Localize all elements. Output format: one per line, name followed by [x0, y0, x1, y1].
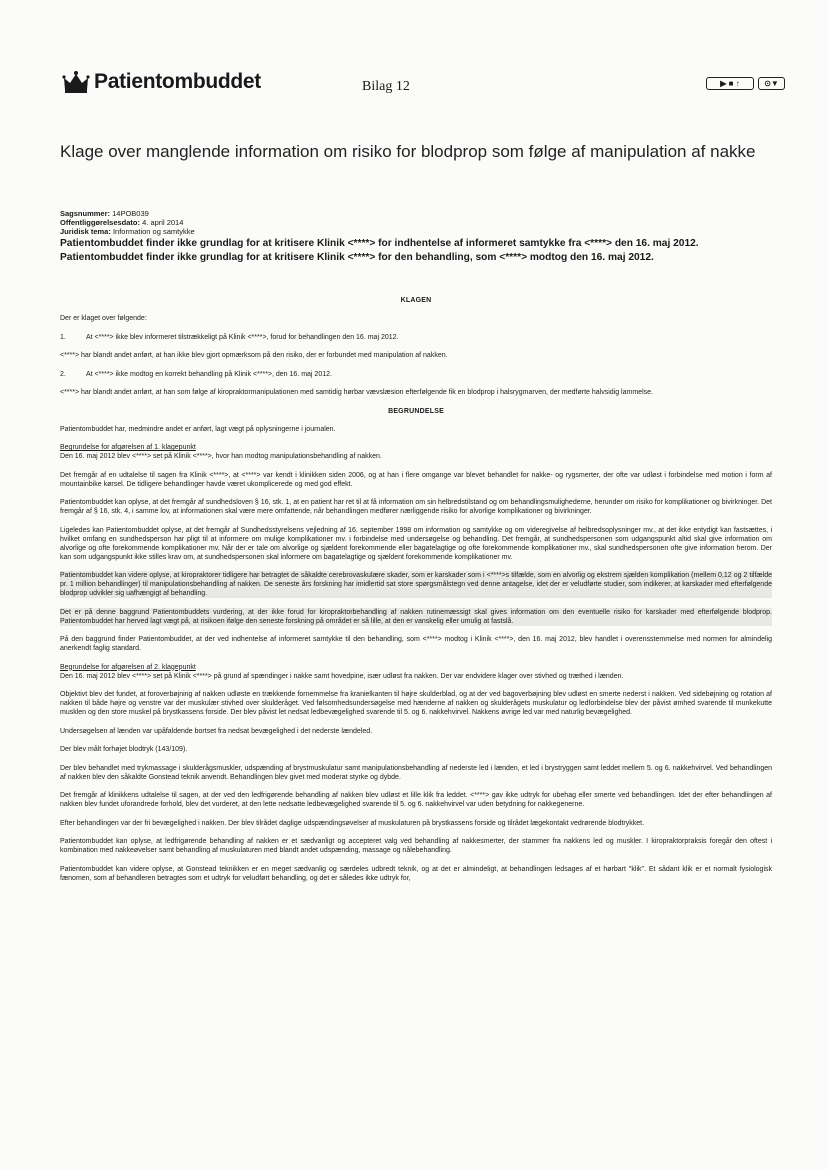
paragraph: På den baggrund finder Patientombuddet, at der ved indhentelse af informeret samtykke til den behandling, som <****> modtog i Klinik <****>, den 16. maj 2012, blev handlet i overensstemmelse med normen for almindelig anerkendt faglig standard.: [60, 636, 772, 652]
complaint-item-2: [60, 370, 772, 379]
page-title: Klage over manglende information om risiko for blodprop som følge af manipulation af nakke: [60, 142, 756, 161]
paragraph: Det fremgår af klinikkens udtalelse til sagen, at der ved den ledfrigørende behandling af nakken blev udløst et lille klik fra leddet. <****> gav ikke udtryk for ubehag eller smerte ved behandlingen. Idet der efter behandlingen af nakken blev fundet uforandrede forhold, blev det vurderet, at den lette nedsatte ledbevægelighed svarende til 5. og 6. nakkehvirvel var uden betydning for nakkegenerne.: [60, 792, 772, 808]
paragraph: Objektivt blev det fundet, at foroverbøjning af nakken udløste en trækkende fornemmelse fra kranielkanten til højre skulderblad, og at der ved bagoverbøjning blev udløst en smerte nederst i nakken. Ved sidebøjning og rotation af nakken til både højre og venstre var der muskulær stivhed over skulderåget. Ved følsomhedsundersøgelse med hænderne af nakken og skulderågets muskulatur og ledforbindelse blev der påvist ømhed svarende til munkekutte musklen og den store muskel på brystkassens forside. Der blev påvist let nedsat ledbevægelighed svarende til 5. og 6. nakkehvirvel. Nakkens øvrige led var med naturlig bevægelighed.: [60, 691, 772, 716]
crown-icon: [62, 70, 90, 94]
paragraph: Der blev behandlet med trykmassage i skulderågsmuskler, udspænding af brystmuskulatur samt manipulationsbehandling af nederste led i lænden, et led i brystryggen samt leddet mellem 5. og 6. nakkehvirvel. Ved behandlingen af nakken blev den såkaldte Gonstead teknik anvendt. Behandlingen blev givet med moderat styrke og dybde.: [60, 764, 772, 781]
item-text: At <****> ikke blev informeret tilstrækkeligt på Klinik <****>, forud for behandlingen den 16. maj 2012.: [86, 333, 399, 341]
sagsnummer-label: Sagsnummer:: [60, 209, 111, 218]
item-number: 1.: [60, 333, 66, 341]
paragraph: <****> har blandt andet anført, at han ikke blev gjort opmærksom på den risiko, der er forbundet med manipulation af nakken.: [60, 352, 448, 359]
nav-button-media[interactable]: ▶ ■ ↑: [706, 77, 754, 90]
paragraph: Der blev målt forhøjet blodtryk (143/109).: [60, 746, 188, 753]
begrundelse-heading: BEGRUNDELSE: [388, 407, 444, 415]
paragraph-highlighted: Det er på denne baggrund Patientombuddets vurdering, at der ikke forud for kiropraktorbehandling af nakken rutinemæssigt skal gives information om den eventuelle risiko for karskader med efterfølgende blodprop. Patientombuddet har herved lagt vægt på, at risikoen ifølge den seneste forskning på området er så lille, at den er vanskelig eller umulig at fastslå.: [60, 608, 772, 625]
case-meta: [60, 209, 195, 236]
dato-value: 4. april 2014: [142, 218, 184, 227]
dato-label: Offentliggørelsesdato:: [60, 218, 141, 227]
paragraph: Patientombuddet kan videre oplyse, at Gonstead teknikken er en meget sædvanlig og særdeles udbredt teknik, og at det er almindeligt, at behandlingen ledsages af et hørbart "klik". Et sådant klik er et normalt fysiologisk fænomen, som af behandleren betragtes som et udtryk for veludført behandling, og det er således ikke udtryk for,: [60, 865, 772, 882]
section-2: [60, 663, 772, 681]
paragraph: Der er klaget over følgende:: [60, 315, 147, 322]
subheading-2: Begrundelse for afgørelsen af 2. klagepunkt: [60, 663, 196, 671]
paragraph: Efter behandlingen var der fri bevægelighed i nakken. Der blev tilrådet daglige udspændingsøvelser af muskulaturen på brystkassens forside og tilrådet lægekontakt vedrørende blodtrykket.: [60, 819, 645, 827]
logo-text: Patientombuddet: [94, 70, 261, 93]
nav-button-menu[interactable]: ⊙▼: [758, 77, 785, 90]
paragraph: <****> har blandt andet anført, at han som følge af kiropraktormanipulationen med samtidig hørbar vævslæsion efterfølgende fik en blodprop i halsrygmarven, der medførte halvsidig lammelse.: [60, 389, 653, 396]
sagsnummer-value: 14POB039: [112, 209, 149, 218]
paragraph: Den 16. maj 2012 blev <****> set på Klinik <****>, hvor han modtog manipulationsbehandling af nakken.: [60, 453, 382, 460]
tema-label: Juridisk tema:: [60, 227, 111, 236]
tema-value: Information og samtykke: [112, 227, 195, 236]
paragraph-highlighted: Patientombuddet kan videre oplyse, at kiropraktorer tidligere har betragtet de såkaldte cerebrovaskulære skader, som er karskader som i <****>s tilfælde, som en alvorlig og ekstrem sjælden komplikation (mellem 0,12 og 2 tilfælde pr. 1 million behandlinger) til manipulationsbehandling af nakken. De seneste års forskning har imidlertid sat store spørgsmålstegn ved denne antagelse, idet der er veludførte studier, som indikerer, at karskader med efterfølgende blodprop udvikler sig uafhængigt af behandling.: [60, 572, 772, 597]
section-1: [60, 443, 772, 461]
paragraph: Undersøgelsen af lænden var upåfaldende bortset fra nedsat bevægelighed i det nederste lændeled.: [60, 727, 373, 735]
paragraph: Patientombuddet kan oplyse, at det fremgår af sundhedsloven § 16, stk. 1, at en patient har ret til at få information om sin helbredstilstand og om behandlingsmulighederne, herunder om risiko for komplikationer og bivirkninger. Det fremgår af § 16, stk. 4, i samme lov, at informationen skal være mere omfattende, når behandlingen medfører nærliggende risiko for alvorlige komplikationer og bivirkninger.: [60, 499, 772, 515]
logo: [62, 70, 261, 94]
complaint-item-1: [60, 333, 772, 342]
klagen-heading: KLAGEN: [400, 297, 432, 304]
paragraph: Den 16. maj 2012 blev <****> set på Klinik <****> på grund af spændinger i nakke samt hovedpine, især udløst fra nakken. Der var endvidere klager over stivhed og træthed i lænden.: [60, 672, 624, 680]
bilag-label: Bilag 12: [362, 79, 410, 94]
paragraph: Patientombuddet kan oplyse, at ledfrigørende behandling af nakken er et sædvanligt og accepteret valg ved behandling af nakkesmerter, der stammer fra nakkens led og muskler. I kiropraktorpraksis foregår den oftest i kombination med nakkeøvelser samt behandling af muskulaturen med blandt andet udspænding, massage og nålebehandling.: [60, 838, 772, 854]
item-text: At <****> ikke modtog en korrekt behandling på Klinik <****>, den 16. maj 2012.: [86, 370, 332, 378]
decision-summary: Patientombuddet finder ikke grundlag for at kritisere Klinik <****> for indhentelse af informeret samtykke fra <****> den 16. maj 2012. Patientombuddet finder ikke grundlag for at kritisere Klinik <****> for den behandling, som <****> modtog den 16. maj 2012.: [60, 238, 699, 263]
document-body: [60, 296, 772, 892]
item-number: 2.: [60, 370, 66, 378]
subheading-1: Begrundelse for afgørelsen af 1. klagepunkt: [60, 444, 196, 451]
paragraph: Det fremgår af en udtalelse til sagen fra Klinik <****>, at <****> var kendt i klinikken siden 2006, og at han i flere omgange var blevet behandlet for nakke- og rygsmerter, der ofte var udløst i forbindelse med motion i form af mountainbike kørsel. De tidligere behandlinger havde været ukomplicerede og med god effekt.: [60, 471, 772, 488]
paragraph: Ligeledes kan Patientombuddet oplyse, at det fremgår af Sundhedsstyrelsens vejledning af 16. september 1998 om information og samtykke og om videregivelse af helbredsoplysninger mv., at det ikke entydigt kan fastsættes, i hvilket omfang en sundhedsperson har pligt til at informere om mulige komplikationer mv. i forbindelse med undersøgelse og behandling. Det fremgår, at sundhedspersonen som udgangspunkt altid skal give information om alvorlige og ofte forekommende komplikationer mv. Når der er tale om alvorlige og sjældent forekommende eller bagatelagtige og ofte forekommende komplikationer mv., skal sundhedspersonen ofte give information herom. Der kan som udgangspunkt ikke stilles krav om, at sundhedspersonen skal informere om bagatelagtige og sjældent forekommende komplikationer mv.: [60, 526, 772, 561]
nav-buttons: [706, 77, 785, 90]
paragraph: Patientombuddet har, medmindre andet er anført, lagt vægt på oplysningerne i journalen.: [60, 425, 336, 433]
